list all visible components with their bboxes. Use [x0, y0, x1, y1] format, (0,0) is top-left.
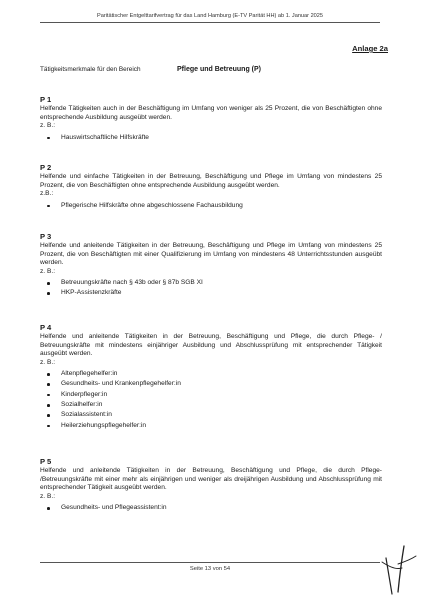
- section-text: Helfende und einfache Tätigkeiten in der Betreuung, Beschäftigung und Pflege im Umfang von mindestens 25 Prozent, die von Beschäftigten ohne entsprechende Ausbildung ausgeübt werden.: [40, 173, 382, 189]
- header-divider: [40, 22, 380, 23]
- list-item: Gesundheits- und Pflegeassistent:in: [40, 503, 382, 513]
- annex-label: Anlage 2a: [352, 44, 388, 53]
- example-list: [40, 503, 382, 513]
- example-label: z. B.:: [40, 122, 56, 130]
- section-p3: [40, 233, 382, 299]
- list-item: Gesundheits- und Krankenpflegehelfer:in: [40, 379, 382, 389]
- criteria-label: Tätigkeitsmerkmale für den Bereich: [40, 66, 141, 73]
- page-number: Seite 13 von 54: [189, 566, 231, 572]
- section-text: Helfende und anleitende Tätigkeiten in der Betreuung, Beschäftigung und Pflege, die durch Pflege- / Betreuungskräfte mit mindestens einjähriger Ausbildung und Abschlussprüfung mit entsprechender Tätigkeit ausgeübt werden.: [40, 333, 382, 358]
- section-p5: [40, 458, 382, 513]
- section-heading: P 3: [40, 232, 52, 241]
- list-item: Betreuungskräfte nach § 43b oder § 87b SGB XI: [40, 278, 382, 288]
- example-label: z.B.:: [40, 190, 54, 198]
- handwritten-initials: [380, 540, 420, 596]
- section-text: Helfende und anleitende Tätigkeiten in der Betreuung, Beschäftigung und Pflege, die durch Pflege- /Betreuungskräfte mit einer mehr als einjährigen und weniger als dreijährigen Ausbildung und Abschlussprüfung mit entsprechender Tätigkeit ausgeübt werden.: [40, 467, 382, 492]
- section-text: Helfende und anleitende Tätigkeiten in der Betreuung, Beschäftigung und Pflege im Umfang von mindestens 25 Prozent, die von Beschäftigten mit einer Qualifizierung im Umfang von mindestens 48 Unterrichtsstunden ausgeübt werden.: [40, 242, 382, 267]
- criteria-area: Pflege und Betreuung (P): [177, 66, 261, 73]
- list-item: Heilerziehungspflegehelfer:in: [40, 421, 382, 431]
- section-p4: [40, 324, 382, 431]
- example-label: z. B.:: [40, 267, 56, 275]
- list-item: Sozialassistent:in: [40, 410, 382, 420]
- example-list: [40, 278, 382, 299]
- list-item: Sozialhelfer:in: [40, 400, 382, 410]
- section-p2: [40, 164, 382, 211]
- list-item: HKP-Assistenzkräfte: [40, 288, 382, 298]
- list-item: Kinderpfleger:in: [40, 390, 382, 400]
- list-item: Hauswirtschaftliche Hilfskräfte: [40, 133, 382, 143]
- example-list: [40, 369, 382, 431]
- section-heading: P 5: [40, 457, 52, 466]
- list-item: Altenpflegehelfer:in: [40, 369, 382, 379]
- section-heading: P 4: [40, 323, 52, 332]
- list-item: Pflegerische Hilfskräfte ohne abgeschlossene Fachausbildung: [40, 201, 382, 211]
- example-list: [40, 133, 382, 143]
- footer-divider: [40, 562, 380, 563]
- page-header: Paritätischer Entgelttarifvertrag für das Land Hamburg (E-TV Parität HH) ab 1. Januar 2025: [96, 13, 324, 19]
- section-text: Helfende Tätigkeiten auch in der Beschäftigung im Umfang von weniger als 25 Prozent, die von Beschäftigten ohne entsprechende Ausbildung ausgeübt werden.: [40, 105, 382, 121]
- example-label: z. B.:: [40, 358, 56, 366]
- section-heading: P 1: [40, 95, 52, 104]
- section-p1: [40, 96, 382, 143]
- example-list: [40, 201, 382, 211]
- criteria-line: [40, 66, 390, 73]
- example-label: z. B.:: [40, 492, 56, 500]
- section-heading: P 2: [40, 163, 52, 172]
